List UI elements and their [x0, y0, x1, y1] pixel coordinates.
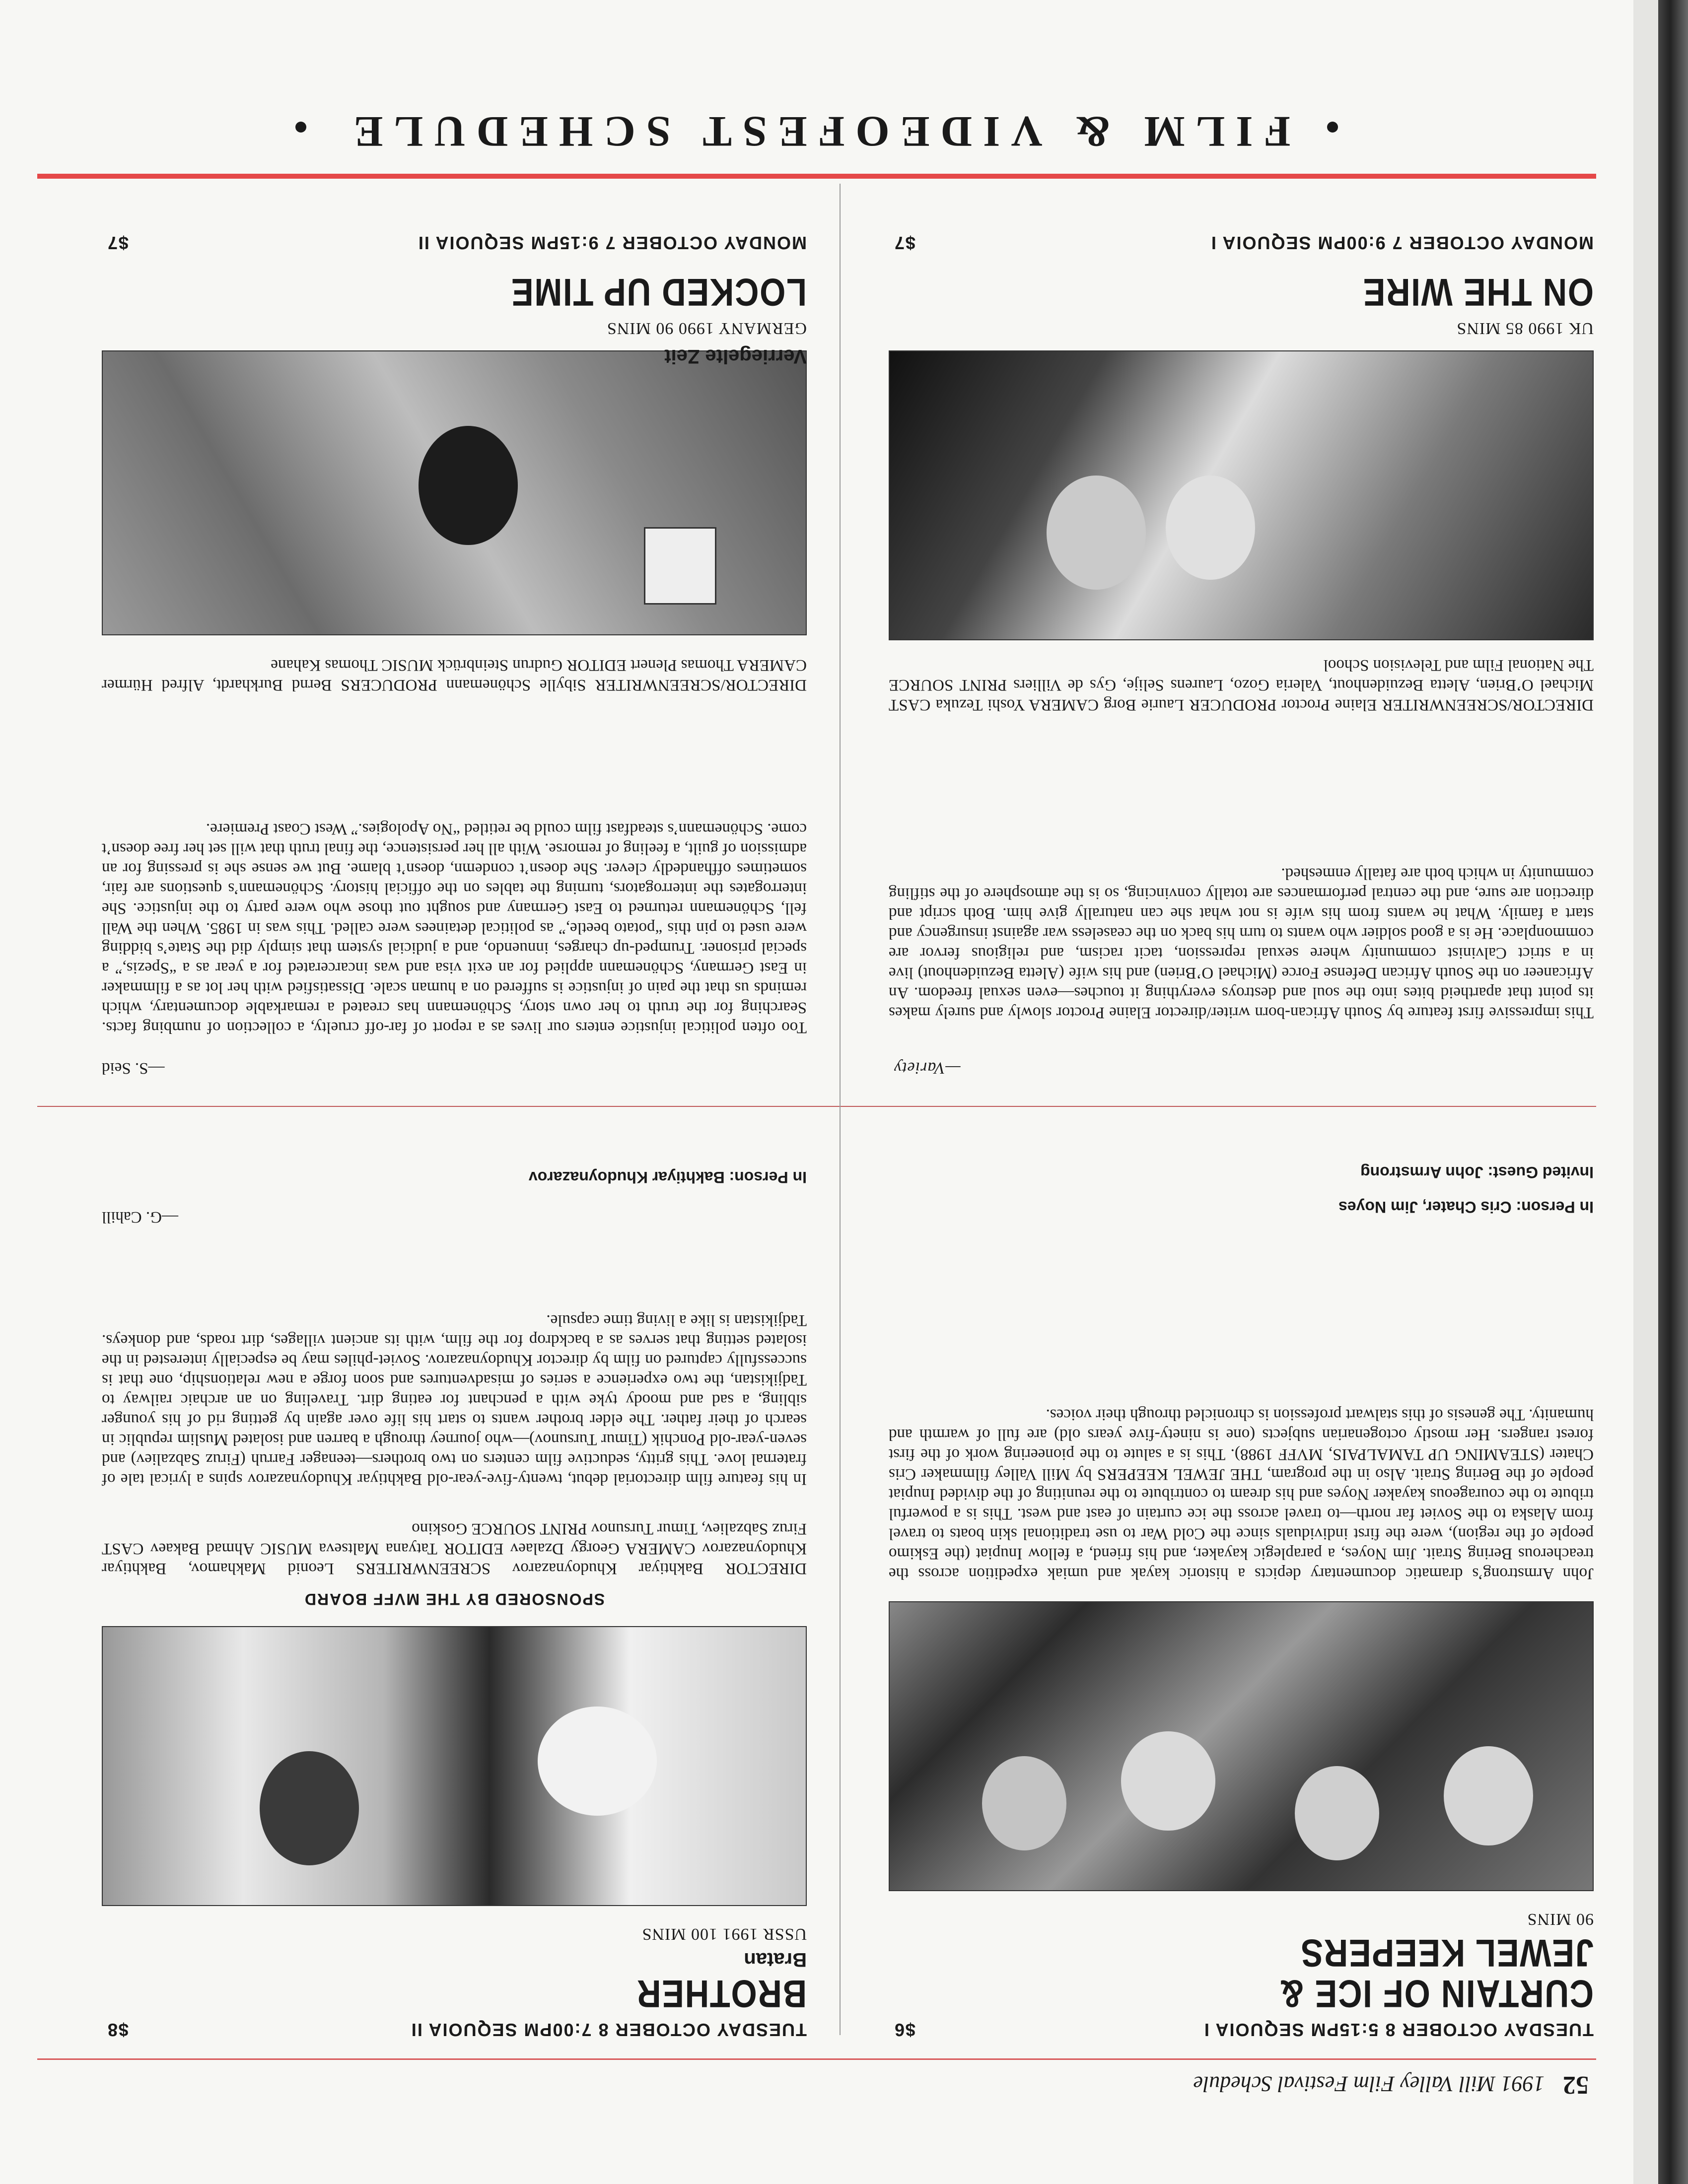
- film-title: ON THE WIRE: [1362, 271, 1594, 314]
- schedule-line: MONDAY OCTOBER 7 9:00PM SEQUOIA I $7: [894, 233, 1594, 253]
- film-entry-on-the-wire: [874, 189, 1594, 1087]
- publication-title: 1991 Mill Valley Film Festival Schedule: [1193, 2072, 1545, 2096]
- film-meta: 90 MINS: [1527, 1910, 1594, 1928]
- sponsor-line: SPONSORED BY THE MVFF BOARD: [303, 1590, 605, 1608]
- top-rule: [37, 2058, 1596, 2060]
- film-title: CURTAIN OF ICE & JEWEL KEEPERS: [1279, 1931, 1594, 2016]
- film-still: [102, 350, 807, 635]
- ticket-price: $6: [894, 2020, 916, 2040]
- film-credits: DIRECTOR/SCREENWRITER Sibylle Schönemann PRODUCERS Bernd Burkhardt, Alfred Hürmer CAMERA Thomas Plenert EDITOR Gudrun Steinbrück MUSIC Thomas Kahane: [102, 656, 807, 694]
- film-title: BROTHER: [636, 1972, 807, 2016]
- review-signature: —S. Seid: [102, 1059, 165, 1077]
- in-person-note: In Person: Cris Chater, Jim Noyes: [1338, 1198, 1594, 1216]
- film-description: This impressive first feature by South African-born writer/director Elaine Proctor slowly and surely makes its point that apartheid bites into the soul and destroys everything it touches—even sexual freedom. An Africaneer on the South African Defense Force (Michael O’Brien) and his wife (Aletta Bezuidenhout) live in a strict Calvinist community where sexual repression, tacit racism, and religious fervor are commonplace. He is a good soldier who wants to turn his back on the ceaseless war against insurgency and start a family. What he wants from his wife is not what she can naturally give him. Both script and direction are sure, and the central performances are totally convincing, so is the atmosphere of the stifling community in which both are fatally enmeshed.: [889, 865, 1594, 1022]
- film-meta: UK 1990 85 MINS: [1456, 319, 1594, 338]
- ticket-price: $7: [107, 233, 129, 253]
- alt-title: Bratan: [744, 1949, 807, 1971]
- bullet-icon: [295, 122, 306, 133]
- film-entry-locked-up-time: [87, 189, 807, 1087]
- binding-shadow: [1658, 0, 1688, 2184]
- page-number: 52: [1563, 2071, 1589, 2099]
- film-entry-curtain-of-ice: [874, 1137, 1594, 2040]
- film-title: LOCKED UP TIME: [510, 271, 807, 314]
- film-still: [889, 350, 1594, 640]
- invited-guest-note: Invited Guest: John Armstrong: [1360, 1163, 1594, 1181]
- ticket-price: $8: [107, 2020, 129, 2040]
- film-still: [102, 1626, 807, 1906]
- film-meta: USSR 1991 100 MINS: [641, 1925, 807, 1943]
- page-edge: [1633, 0, 1658, 2184]
- bottom-rule: [37, 174, 1596, 179]
- film-still: [889, 1601, 1594, 1891]
- bullet-icon: [1327, 122, 1338, 133]
- film-description: John Armstrong’s dramatic documentary depicts a historic kayak and umiak expedition across the treacherous Bering Strait. Jim Noyes, a paraplegic kayaker, and his friend, a fellow Inupiat (the Eskimo people of the region), were the first individuals since the Cold War to use traditional skin boats to travel from Alaska to the Soviet far north—to travel across the ice curtain of east and west. This is a powerful tribute to the courageous kayaker Noyes and his dream to contribute to the reuniting of the divided Inupiat people of the Bering Strait. Also in the program, THE JEWEL KEEPERS by Mill Valley filmmaker Cris Chater (STEAMING UP TAMALPAIS, MVFF 1988). This is a salute to the pioneering work of the first forest rangers. Her mostly octogenarian subjects (one is ninety-five years old) are full of warmth and humanity. The genesis of this stalwart profession is chronicled through their voices.: [889, 1406, 1594, 1582]
- film-description: Too often political injustice enters our lives as a report of far-off cruelty, a collection of numbing facts. Searching for the truth to her own story, Schönemann has created a remarkable documentary, which reminds us that the pain of injustice is suffered on a human scale. Dissatisfied with her lot as a filmmaker in East Germany, Schönemann applied for an exit visa and was incarcerated for a year as a “Spezis,” a special prisoner. Trumped-up charges, innuendo, and a judicial system that simply did the State’s bidding were used to pin this “potato beetle,” as political detainees were called. This was in 1985. When the Wall fell, Schönemann returned to East Germany and sought out those who were party to the injustice. She interrogates the interrogators, turning the tables on the official history. Schönemann’s questions are fair, sometimes offhandedly clever. She doesn’t condemn, doesn’t blame. But we sense she is pressing for an admission of guilt, a feeling of remorse. With all her persistence, the final truth that will set her free doesn’t come. Schönemann’s steadfast film could be retitled “No Apologies.” West Coast Premiere.: [102, 820, 807, 1036]
- film-credits: DIRECTOR/SCREENWRITER Elaine Proctor PRODUCER Laurie Borg CAMERA Yoshi Tezuka CAST Michael O’Brien, Aletta Bezuidenhout, Valeria Gozo, Laurens Selije, Gys de Villiers PRINT SOURCE The National Film and Television School: [889, 656, 1594, 714]
- schedule-banner: FILM & VIDEOFEST SCHEDULE: [0, 106, 1633, 156]
- running-head: [45, 2070, 1589, 2100]
- in-person-note: In Person: Bakhtiyar Khudoynazarov: [528, 1168, 807, 1186]
- film-description: In his feature film directorial debut, twenty-five-year-old Bakhtiyar Khudoynazarov spins a lyrical tale of fraternal love. This gritty, seductive film centers on two brothers—teenager Farruh (Firuz Sabzaliev) and seven-year-old Ponchik (Timur Tursunov)—who journey through a barren and isolated Muslim republic in search of their father. The elder brother wants to start his life over again by getting rid of his younger sibling, a sad and moody tyke with a penchant for eating dirt. Traveling on an archaic railway to Tadjikistan, the two experience a series of misadventures and soon forge a new relationship, one that is successfully captured on film by director Khudoynazarov. Soviet-philes may be especially interested in the isolated setting that serves as a backdrop for the film, with its ancient villages, dirt roads, and donkeys. Tadjikistan is like a living time capsule.: [102, 1311, 807, 1488]
- column-divider: [840, 184, 841, 2035]
- review-signature: —G. Cahill: [102, 1208, 178, 1226]
- film-entry-brother: [87, 1137, 807, 2040]
- schedule-line: TUESDAY OCTOBER 8 5:15PM SEQUOIA I $6: [894, 2020, 1594, 2040]
- schedule-line: MONDAY OCTOBER 7 9:15PM SEQUOIA II $7: [107, 233, 807, 253]
- film-signature: —Variety: [894, 1059, 961, 1077]
- film-credits: DIRECTOR Bakhtiyar Khudoynazarov SCREENWRITERS Leonid Makhamov, Bakhtiyar Khudoynazarov CAMERA Georgy Dzalaev EDITOR Tatyana Maltseva MUSIC Ahmad Bakaev CAST Firuz Sabzaliev, Timur Tursunov PRINT SOURCE Goskino: [102, 1520, 807, 1577]
- alt-title: Verriegelte Zeit: [664, 345, 807, 367]
- section-divider: [37, 1106, 1596, 1107]
- film-meta: GERMANY 1990 90 MINS: [606, 319, 807, 338]
- ticket-price: $7: [894, 233, 916, 253]
- schedule-line: TUESDAY OCTOBER 8 7:00PM SEQUOIA II $8: [107, 2020, 807, 2040]
